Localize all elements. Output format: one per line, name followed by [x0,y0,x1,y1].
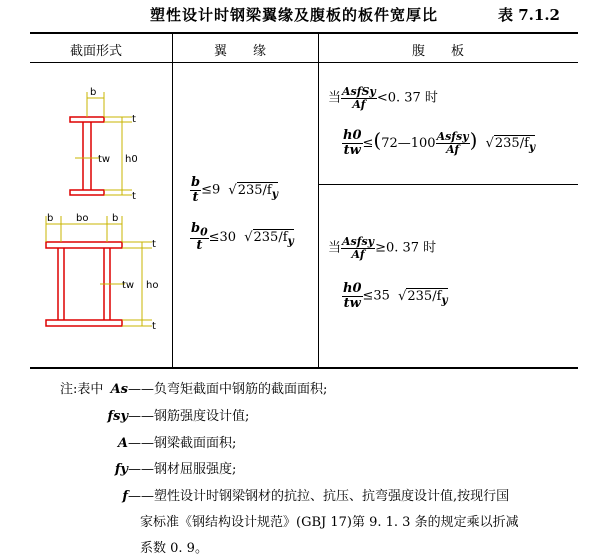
flange-formula-2 [190,222,294,253]
i-beam-h0-label: h0 [125,154,138,165]
i-beam-b-label: b [90,87,97,98]
web-formula-1: $\frac{h0}{tw}$ ≤(72—100 $\frac{\text{Asfsy}}{Af}$ ) $√235/f_y$ [343,128,536,158]
note-row: f——塑性设计时钢梁钢材的抗拉、抗压、抗弯强度设计值,按现行国 [122,489,510,504]
header-divider [30,62,578,63]
i-beam-tw-label: tw [98,154,111,165]
i-beam-t-label-top: t [132,114,136,125]
column-divider-1 [172,33,173,367]
sqrt-symbol: √ [228,182,237,198]
fraction: $\frac{h0}{tw}$ [343,128,362,158]
sqrt-body: $235/f_y$ [237,182,279,201]
note-row: A——钢梁截面面积; [117,436,237,451]
table-number: 表 7.1.2 [498,6,560,24]
section-diagrams [30,80,172,340]
note-row: fy——钢材屈服强度; [114,462,237,477]
table-title: 塑性设计时钢梁翼缘及腹板的板件宽厚比 [150,6,439,24]
header-web: 腹 板 [412,44,465,59]
note-continuation-1: 家标准《钢结构设计规范》(GBJ 17)第 9. 1. 3 条的规定乘以折减 [140,515,519,530]
web-row-divider [318,184,578,185]
box-t-label-bottom: t [152,321,156,332]
box-t-label-top: t [152,239,156,250]
sqrt-symbol: √ [398,288,407,304]
fraction: $\frac{\text{Asfsy}}{Af}$ [436,130,469,156]
box-bo-label: bo [76,213,89,224]
box-tw-label: tw [122,280,135,291]
sqrt-symbol: √ [244,229,253,245]
note-row: As——负弯矩截面中钢筋的截面面积; [110,382,328,397]
box-b-label-left: b [47,213,54,224]
relation: ≤30 [208,229,237,245]
header-section-form: 截面形式 [70,44,123,59]
note-continuation-2: 系数 0. 9。 [140,541,208,556]
web-condition-2: 当 $\frac{\text{Asfsy}}{Af}$ ≥0. 37 时 [328,235,437,261]
web-condition-1: 当 $\frac{\text{AsfSy}}{Af}$ <0. 37 时 [328,85,438,111]
notes-prefix: 注:表中 [60,382,104,397]
i-beam-t-label-bottom: t [132,191,136,202]
sqrt-body: $235/f_y$ [407,288,448,307]
sqrt-body: $235/f_y$ [253,229,294,248]
table-bottom-border [30,367,578,369]
flange-formula-1 [190,176,278,204]
box-dimensions [46,216,152,326]
relation: ≤9 [201,182,221,198]
sqrt-symbol: √ [485,136,494,151]
sqrt-body: $235/f_y$ [494,136,536,154]
note-row: fsy——钢筋强度设计值; [107,409,250,424]
box-ho-label: ho [146,280,159,291]
fraction: $\frac{h0}{tw}$ [343,281,362,311]
header-flange: 翼 缘 [214,44,267,59]
fraction: $\frac{\text{AsfSy}}{Af}$ [342,85,376,111]
fraction: $\frac{b_0}{t}$ [191,221,208,253]
column-divider-2 [318,33,319,367]
box-b-label-right: b [112,213,119,224]
fraction: $\frac{\text{Asfsy}}{Af}$ [342,235,375,261]
web-formula-2: $\frac{h0}{tw}$ ≤35 $√235/f_y$ [343,281,448,311]
fraction: $\frac{b}{t}$ [191,175,201,205]
table-top-border [30,32,578,34]
